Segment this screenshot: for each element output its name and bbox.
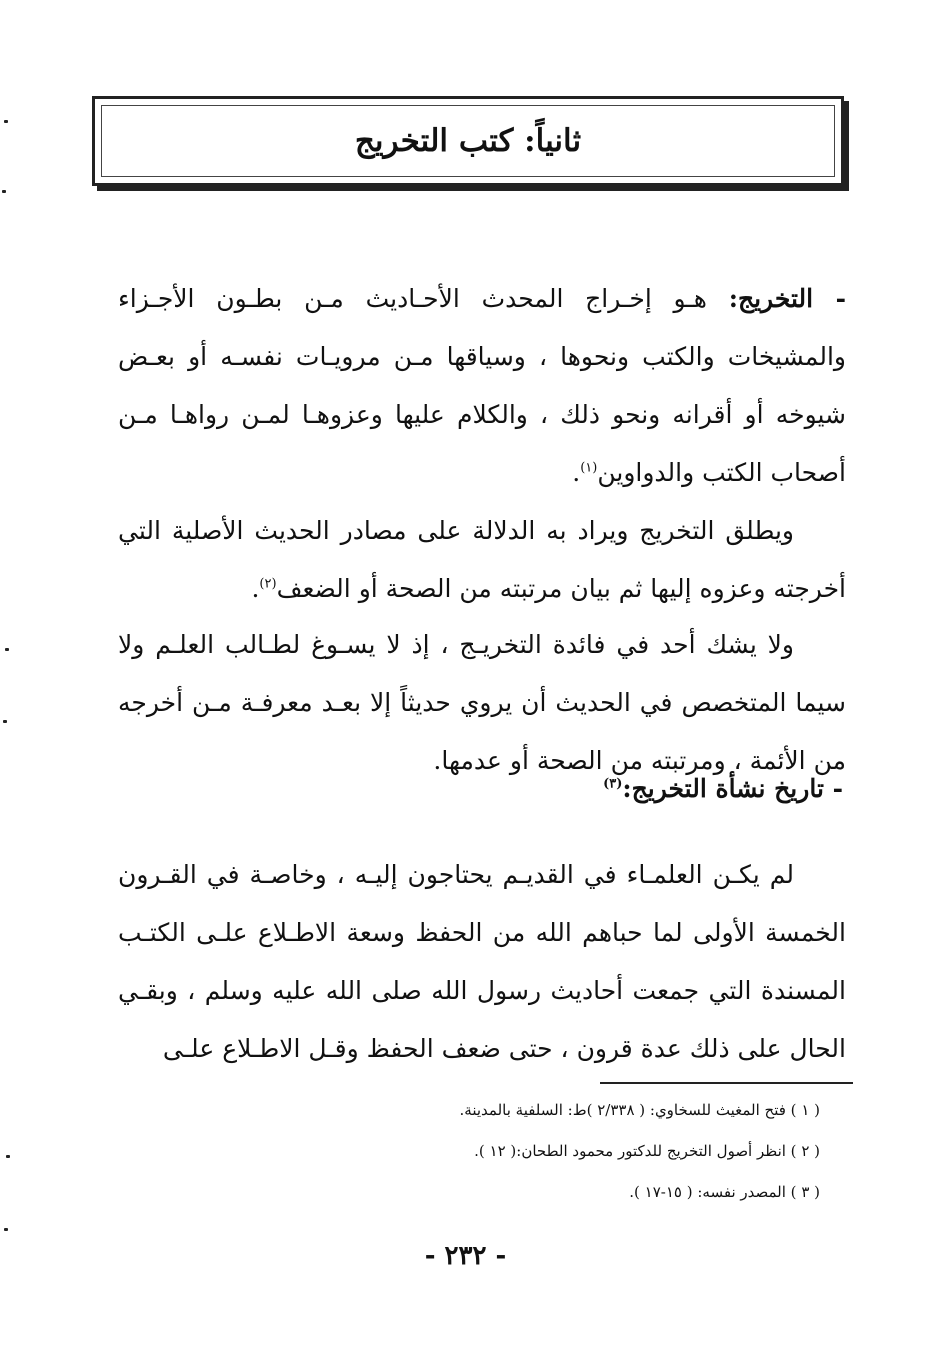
definition-text: هـو إخـراج المحدث الأحـاديث مـن بطـون الأجـزاء والمشيخات والكتب ونحوها ، وسياقها مـن مرويـات نفسـه أو بعـض شيوخه أو أقرانه ونحو ذلك ، والكلام عليها وعزوهـا لمـن رواهـا مـن أصحاب الكتب والدواوين: [118, 284, 846, 487]
scan-speck: [5, 648, 9, 651]
title-frame: [92, 96, 844, 186]
section-heading-history: [603, 774, 843, 803]
page-title: ثانياً: كتب التخريج: [354, 123, 582, 159]
footnote-ref-3: (٣): [603, 776, 623, 792]
paragraph-second-meaning: [118, 502, 846, 618]
scan-speck: [4, 120, 8, 123]
paragraph-text: لم يكـن العلمـاء في القديـم يحتاجون إليـه ، وخاصـة في القـرون الخمسة الأولى لما حباهم الله من الحفظ وسعة الاطـلاع علـى الكتـب المسندة التي جمعت أحاديث رسول الله صلى الله عليه وسلم ، وبقـي الحال على ذلك عدة قرون ، حتى ضعف الحفظ وقـل الاطـلاع علـى: [118, 860, 846, 1063]
scan-speck: [6, 1155, 10, 1158]
section-heading-text: - تاريخ نشأة التخريج:: [622, 774, 843, 803]
footnote-3: ( ٣ ) المصدر نفسه: ( ١٥-١٧ ).: [629, 1183, 820, 1201]
scan-speck: [3, 720, 7, 723]
footnote-ref-1: (١): [580, 460, 598, 476]
footnote-separator: [600, 1082, 853, 1084]
footnote-ref-2: (٢): [259, 576, 277, 592]
definition-term: - التخريج:: [728, 284, 846, 313]
scan-speck: [2, 190, 6, 193]
footnote-2: ( ٢ ) انظر أصول التخريج للدكتور محمود الطحان:( ١٢ ).: [474, 1142, 820, 1160]
paragraph-history: [118, 846, 846, 1078]
paragraph-text: ولا يشك أحد في فائدة التخريـج ، إذ لا يسـوغ لطـالب العلـم ولا سيما المتخصص في الحديث أن يروي حديثاً إلا بعـد معرفـة مـن أخرجه من الأئمة ، ومرتبته من الصحة أو عدمها.: [118, 630, 846, 775]
paragraph-text: ويطلق التخريج ويراد به الدلالة على مصادر الحديث الأصلية التي أخرجته وعزوه إليها ثم بيان مرتبته من الصحة أو الضعف: [118, 516, 846, 603]
page-number: - ٢٣٢ -: [424, 1241, 507, 1271]
paragraph-benefit: [118, 616, 846, 790]
paragraph-definition: [118, 270, 846, 502]
paragraph-end-mark: .: [251, 574, 260, 603]
paragraph-end-mark: .: [572, 458, 581, 487]
footnote-1: ( ١ ) فتح المغيث للسخاوي: ( ٢/٣٣٨ )ط: السلفية بالمدينة.: [459, 1101, 820, 1119]
scan-speck: [4, 1228, 8, 1231]
